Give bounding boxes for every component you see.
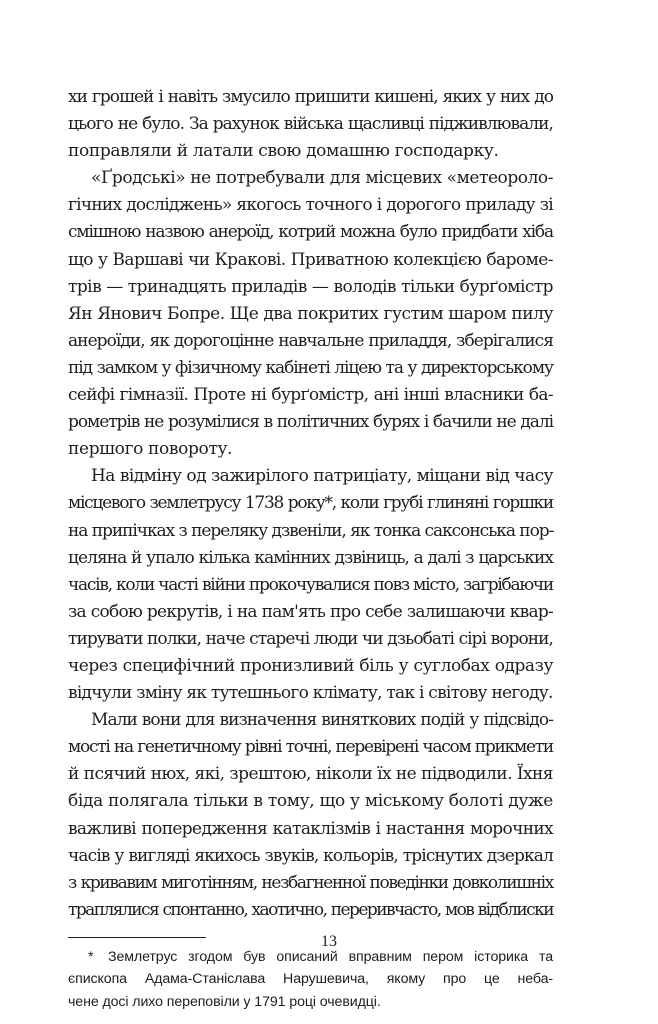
- footnote: [68, 946, 553, 1013]
- text-line: цього не було. За рахунок війська щасливці підживлювали,: [68, 114, 553, 135]
- text-line: анероїди, як дорогоцінне навчальне приладдя, зберігалися: [68, 330, 553, 351]
- paragraph: [68, 165, 553, 463]
- paragraph: [68, 707, 553, 924]
- text-line: поправляли й латали свою домашню господарку.: [68, 141, 499, 162]
- paragraph: [68, 84, 553, 165]
- text-line: часів, коли часті війни прокочувалися повз місто, загрібаючи: [68, 574, 553, 595]
- text-line: тирувати полки, наче старечі люди чи дзьобаті сірі ворони,: [68, 628, 553, 649]
- page-number: 13: [321, 933, 337, 950]
- text-line: хи грошей і навіть змусило пришити кишені, яких у них до: [68, 87, 553, 107]
- footnote-line: єпископа Адама-Станіслава Нарушевича, якому про це неба-: [68, 971, 553, 988]
- text-line: траплялися спонтанно, хаотично, переривчасто, мов відблиски: [68, 899, 553, 920]
- text-line: часів у вигляді якихось звуків, кольорів, тріснутих дзеркал: [68, 845, 553, 866]
- text-line: важливі попередження катаклізмів і настання морочних: [68, 818, 553, 839]
- text-line: першого повороту.: [68, 439, 233, 460]
- footnote-line: чене досі лихо переповіли у 1791 році очевидці.: [68, 993, 381, 1010]
- text-line: під замком у фізичному кабінеті ліцею та у директорському: [68, 357, 553, 378]
- text-line: смішною назвою анероїд, котрий можна було придбати хіба: [68, 222, 553, 243]
- book-page: [68, 84, 553, 1013]
- paragraph: [68, 463, 553, 707]
- text-line: целяна й упало кілька камінних дзвіниць, а далі з царських: [68, 547, 553, 568]
- text-line: рометрів не розумілися в політичних бурях і бачили не далі: [68, 412, 553, 433]
- text-line: На відміну од зажирілого патриціату, міщани від часу: [91, 466, 553, 487]
- text-line: Ян Янович Бопре. Ще два покритих густим шаром пилу: [68, 303, 553, 324]
- text-line: сейфі гімназії. Проте ні бурґомістр, ані інші власники ба-: [68, 385, 553, 406]
- text-line: через специфічний пронизливий біль у суглобах одразу: [68, 655, 553, 676]
- text-line: біда полягала тільки в тому, що у міському болоті дуже: [68, 791, 553, 812]
- text-line: на припічках з переляку дзвеніли, як тонка саксонська пор-: [68, 520, 554, 541]
- text-line: Мали вони для визначення виняткових подій у підсвідо-: [91, 710, 553, 731]
- text-line: що у Варшаві чи Кракові. Приватною колекцією бароме-: [68, 249, 553, 270]
- main-text: [68, 84, 553, 924]
- text-line: гічних досліджень» якогось точного і дорогого приладу зі: [68, 195, 553, 216]
- text-line: «Ґродські» не потребували для місцевих «метеороло-: [91, 168, 553, 189]
- text-line: трів — тринадцять приладів — володів тільки бурґомістр: [68, 276, 553, 297]
- text-line: за собою рекрутів, і на пам'ять про себе залишаючи квар-: [68, 601, 553, 622]
- footnote-mark: *: [88, 948, 94, 965]
- text-line: з кривавим миготінням, незбагненної поведінки довколишніх: [68, 872, 553, 893]
- text-line: й псячий нюх, які, зрештою, ніколи їх не підводили. Їхня: [68, 764, 553, 785]
- text-line: мості на генетичному рівні точні, перевірені часом прикмети: [68, 737, 553, 758]
- footnote-text: Землетрус згодом був описаний вправним пером історика та: [108, 948, 553, 965]
- text-line: відчули зміну як тутешнього клімату, так і світову негоду.: [68, 683, 553, 704]
- text-line: місцевого землетрусу 1738 року*, коли грубі глиняні горшки: [68, 493, 553, 514]
